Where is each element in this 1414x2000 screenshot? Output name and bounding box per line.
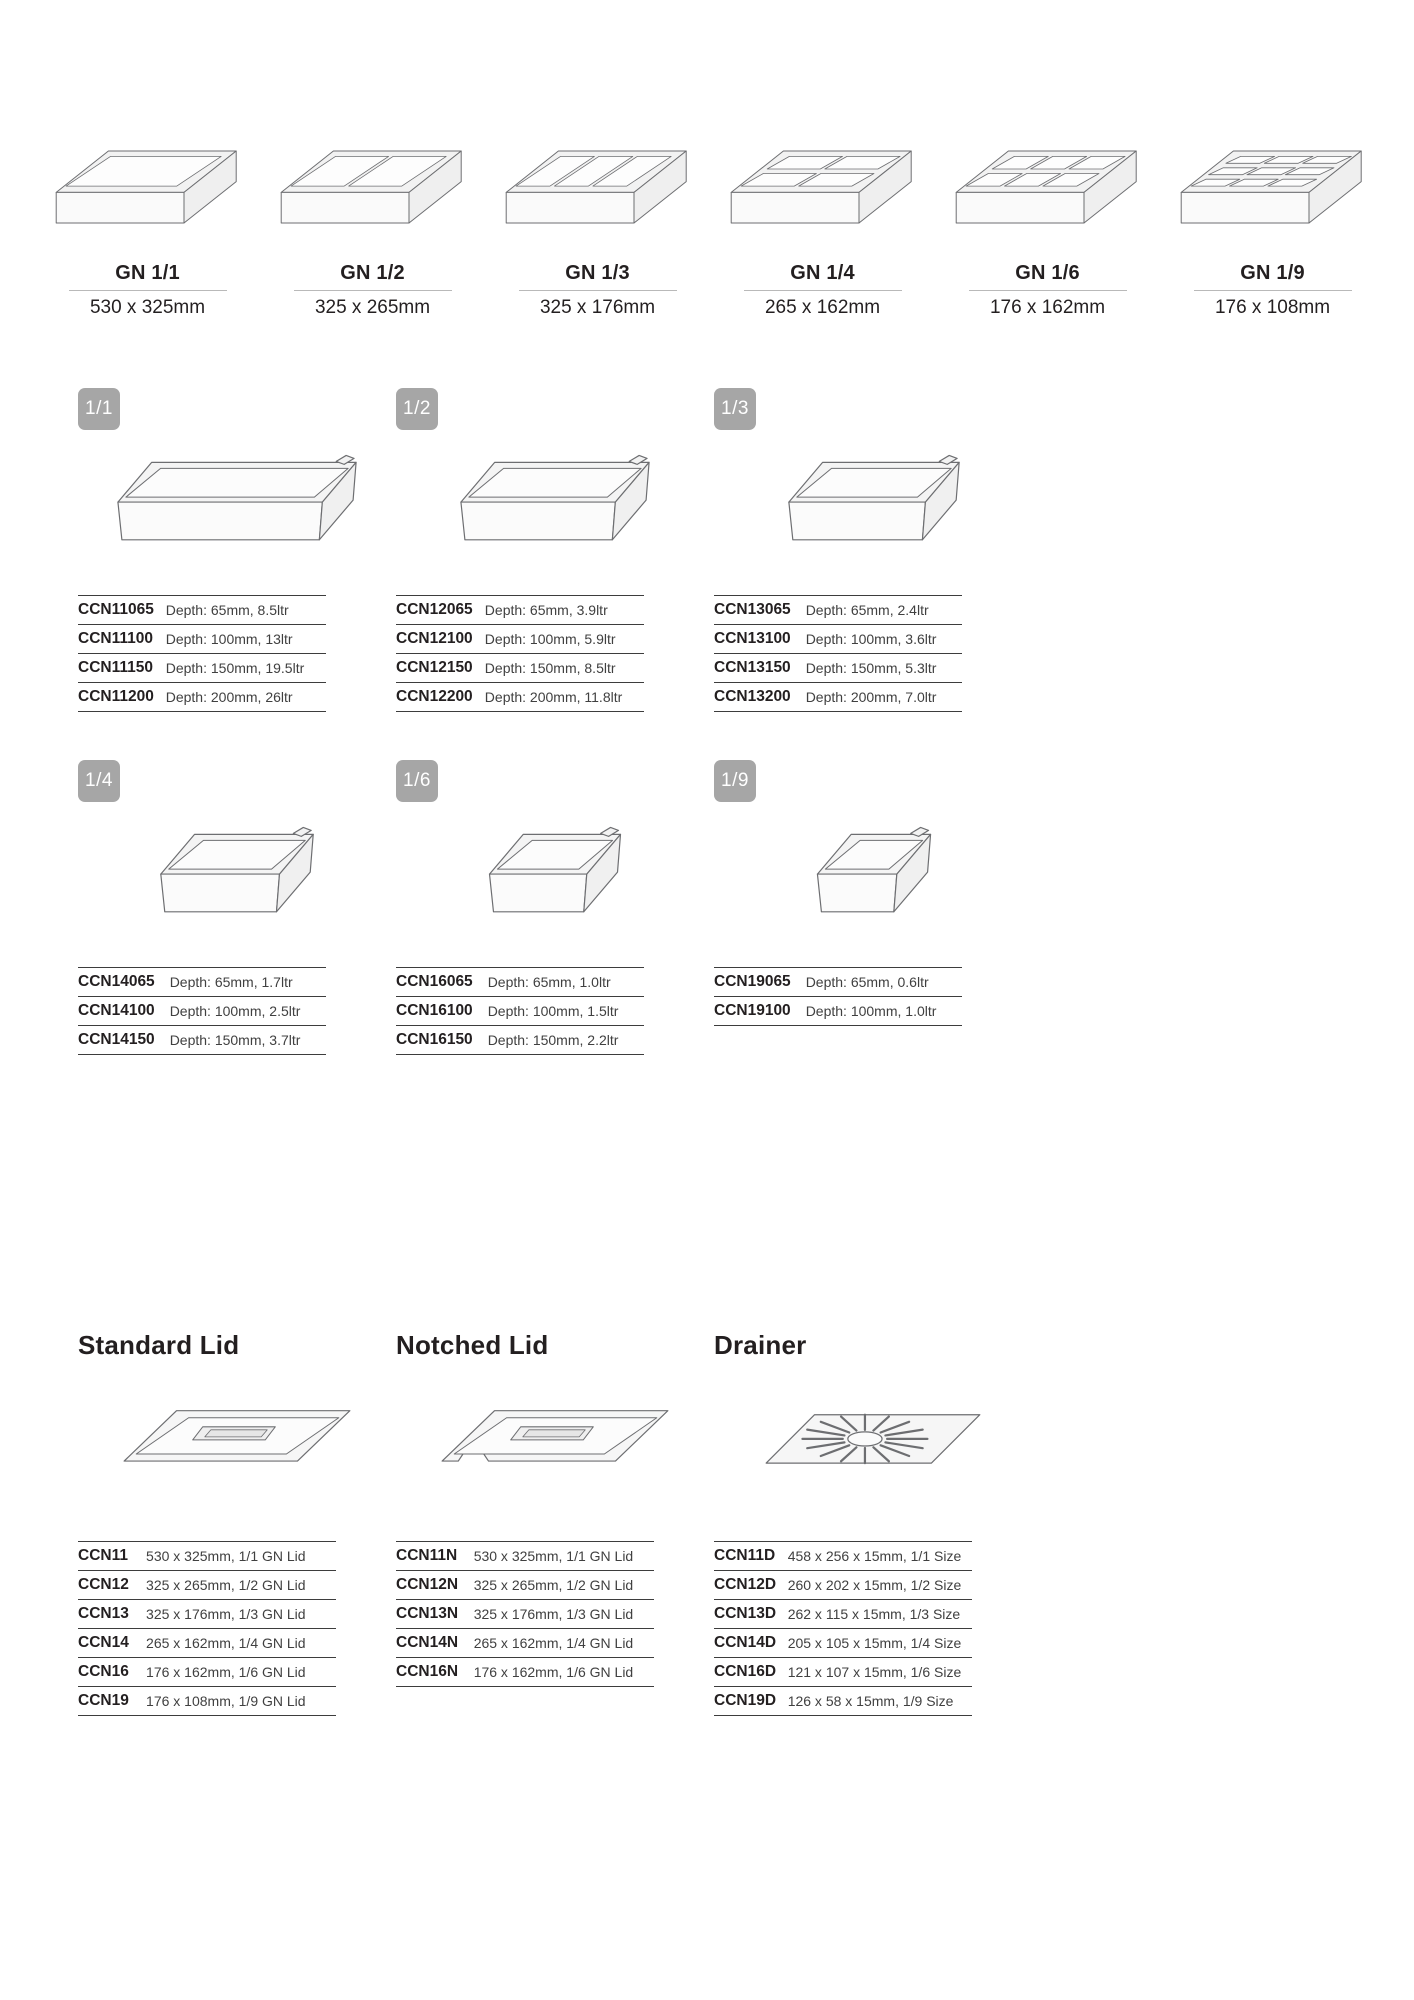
product-description: Depth: 150mm, 2.2ltr bbox=[487, 1032, 619, 1048]
table-row[interactable] bbox=[78, 683, 326, 712]
accessory-table-2 bbox=[714, 1541, 972, 1716]
table-row[interactable] bbox=[78, 1542, 336, 1571]
product-description: Depth: 200mm, 26ltr bbox=[165, 689, 293, 705]
product-code: CCN11065 bbox=[78, 601, 154, 618]
table-row[interactable] bbox=[78, 654, 326, 683]
accessory-heading: Drainer bbox=[714, 1330, 807, 1360]
table-row[interactable] bbox=[396, 1571, 654, 1600]
spec-table-1-9 bbox=[714, 967, 962, 1026]
table-row[interactable] bbox=[396, 1600, 654, 1629]
product-code: CCN12200 bbox=[396, 688, 473, 705]
product-code: CCN11200 bbox=[78, 688, 154, 705]
product-description: 325 x 265mm, 1/2 GN Lid bbox=[473, 1577, 634, 1593]
product-code: CCN12D bbox=[714, 1576, 777, 1593]
product-description: Depth: 100mm, 1.5ltr bbox=[487, 1003, 619, 1019]
product-description: 121 x 107 x 15mm, 1/6 Size bbox=[787, 1664, 962, 1680]
pan-section-row-2 bbox=[78, 760, 1348, 1055]
product-code: CCN16N bbox=[396, 1663, 459, 1680]
product-description: 325 x 176mm, 1/3 GN Lid bbox=[473, 1606, 634, 1622]
accessory-heading: Standard Lid bbox=[78, 1330, 240, 1360]
size-badge: 1/4 bbox=[78, 760, 120, 802]
table-row[interactable] bbox=[78, 1629, 336, 1658]
product-description: 205 x 105 x 15mm, 1/4 Size bbox=[787, 1635, 962, 1651]
gn-container-1-1-icon bbox=[78, 430, 396, 595]
gn-pan-1-2-icon bbox=[265, 130, 480, 250]
product-description: Depth: 65mm, 3.9ltr bbox=[484, 602, 608, 618]
product-description: 126 x 58 x 15mm, 1/9 Size bbox=[787, 1693, 954, 1709]
pan-section bbox=[78, 760, 396, 1055]
product-description: Depth: 200mm, 7.0ltr bbox=[805, 689, 937, 705]
table-row[interactable] bbox=[714, 968, 962, 997]
product-code: CCN14100 bbox=[78, 1002, 155, 1019]
table-row[interactable] bbox=[78, 968, 326, 997]
accessory-section bbox=[714, 1330, 1032, 1716]
notched-lid-icon bbox=[396, 1361, 714, 1541]
product-description: Depth: 65mm, 0.6ltr bbox=[805, 974, 929, 990]
product-code: CCN13150 bbox=[714, 659, 791, 676]
product-description: 176 x 108mm, 1/9 GN Lid bbox=[146, 1693, 306, 1709]
size-guide-name: GN 1/3 bbox=[565, 262, 630, 284]
pan-section bbox=[714, 760, 1034, 1055]
product-description: 262 x 115 x 15mm, 1/3 Size bbox=[787, 1606, 961, 1622]
product-description: 176 x 162mm, 1/6 GN Lid bbox=[146, 1664, 306, 1680]
table-row[interactable] bbox=[714, 596, 962, 625]
product-code: CCN16D bbox=[714, 1663, 777, 1680]
table-row[interactable] bbox=[78, 997, 326, 1026]
table-row[interactable] bbox=[396, 683, 644, 712]
size-badge: 1/9 bbox=[714, 760, 756, 802]
product-code: CCN11D bbox=[714, 1547, 776, 1564]
product-description: Depth: 100mm, 3.6ltr bbox=[805, 631, 937, 647]
size-badge: 1/2 bbox=[396, 388, 438, 430]
product-code: CCN19 bbox=[78, 1692, 129, 1709]
product-code: CCN16065 bbox=[396, 973, 473, 990]
size-guide-cell bbox=[1165, 130, 1380, 319]
product-code: CCN12N bbox=[396, 1576, 459, 1593]
product-description: Depth: 200mm, 11.8ltr bbox=[484, 689, 623, 705]
product-code: CCN14N bbox=[396, 1634, 459, 1651]
gn-pan-1-6-icon bbox=[940, 130, 1155, 250]
accessory-table-0 bbox=[78, 1541, 336, 1716]
pan-section bbox=[78, 388, 396, 712]
gn-container-1-2-icon bbox=[396, 430, 714, 595]
product-code: CCN13065 bbox=[714, 601, 791, 618]
table-row[interactable] bbox=[78, 596, 326, 625]
gn-pan-1-1-icon bbox=[40, 130, 255, 250]
product-description: Depth: 150mm, 8.5ltr bbox=[484, 660, 616, 676]
product-code: CCN13D bbox=[714, 1605, 777, 1622]
product-code: CCN16100 bbox=[396, 1002, 473, 1019]
size-badge: 1/3 bbox=[714, 388, 756, 430]
table-row[interactable] bbox=[714, 1571, 972, 1600]
table-row[interactable] bbox=[714, 1600, 972, 1629]
size-guide-cell bbox=[940, 130, 1155, 319]
product-code: CCN13N bbox=[396, 1605, 459, 1622]
product-description: 176 x 162mm, 1/6 GN Lid bbox=[473, 1664, 634, 1680]
table-row[interactable] bbox=[396, 1658, 654, 1687]
product-code: CCN14065 bbox=[78, 973, 155, 990]
product-description: Depth: 65mm, 1.0ltr bbox=[487, 974, 611, 990]
product-code: CCN19065 bbox=[714, 973, 791, 990]
table-row[interactable] bbox=[78, 1571, 336, 1600]
accessory-table-1 bbox=[396, 1541, 654, 1687]
product-code: CCN12065 bbox=[396, 601, 473, 618]
table-row[interactable] bbox=[396, 997, 644, 1026]
product-code: CCN16150 bbox=[396, 1031, 473, 1048]
size-guide-dimensions: 176 x 108mm bbox=[1194, 290, 1352, 319]
table-row[interactable] bbox=[78, 625, 326, 654]
size-guide-name: GN 1/2 bbox=[340, 262, 405, 284]
pan-section bbox=[396, 388, 714, 712]
accessory-row bbox=[78, 1330, 1348, 1716]
gn-container-1-6-icon bbox=[396, 802, 714, 967]
product-code: CCN11150 bbox=[78, 659, 153, 676]
size-guide-cell bbox=[490, 130, 705, 319]
product-description: Depth: 100mm, 1.0ltr bbox=[805, 1003, 937, 1019]
pan-section bbox=[396, 760, 714, 1055]
size-guide-name: GN 1/1 bbox=[115, 262, 180, 284]
size-guide-cell bbox=[715, 130, 930, 319]
product-description: 265 x 162mm, 1/4 GN Lid bbox=[473, 1635, 634, 1651]
size-guide-name: GN 1/6 bbox=[1015, 262, 1080, 284]
table-row[interactable] bbox=[396, 1629, 654, 1658]
gn-container-1-4-icon bbox=[78, 802, 396, 967]
table-row[interactable] bbox=[396, 1026, 644, 1055]
accessory-section bbox=[396, 1330, 714, 1716]
table-row[interactable] bbox=[78, 1658, 336, 1687]
table-row[interactable] bbox=[396, 654, 644, 683]
table-row[interactable] bbox=[714, 997, 962, 1026]
product-code: CCN19100 bbox=[714, 1002, 791, 1019]
gn-container-1-9-icon bbox=[714, 802, 1034, 967]
product-description: Depth: 100mm, 13ltr bbox=[165, 631, 293, 647]
product-code: CCN13100 bbox=[714, 630, 791, 647]
product-code: CCN13200 bbox=[714, 688, 791, 705]
size-guide-dimensions: 325 x 176mm bbox=[519, 290, 677, 319]
product-code: CCN14150 bbox=[78, 1031, 155, 1048]
product-code: CCN14 bbox=[78, 1634, 129, 1651]
size-guide-name: GN 1/9 bbox=[1240, 262, 1305, 284]
table-row[interactable] bbox=[714, 1658, 972, 1687]
product-code: CCN12100 bbox=[396, 630, 473, 647]
size-guide-cell bbox=[265, 130, 480, 319]
product-code: CCN12 bbox=[78, 1576, 129, 1593]
product-description: 325 x 265mm, 1/2 GN Lid bbox=[146, 1577, 306, 1593]
product-code: CCN19D bbox=[714, 1692, 777, 1709]
product-code: CCN11 bbox=[78, 1547, 128, 1564]
product-code: CCN11100 bbox=[78, 630, 153, 647]
spec-table-1-3 bbox=[714, 595, 962, 712]
size-guide-dimensions: 265 x 162mm bbox=[744, 290, 902, 319]
table-row[interactable] bbox=[714, 1687, 972, 1716]
product-description: Depth: 150mm, 3.7ltr bbox=[169, 1032, 301, 1048]
gn-pan-1-4-icon bbox=[715, 130, 930, 250]
size-guide-name: GN 1/4 bbox=[790, 262, 855, 284]
product-code: CCN11N bbox=[396, 1547, 458, 1564]
product-description: Depth: 150mm, 19.5ltr bbox=[165, 660, 305, 676]
product-code: CCN13 bbox=[78, 1605, 129, 1622]
table-row[interactable] bbox=[396, 596, 644, 625]
table-row[interactable] bbox=[714, 625, 962, 654]
table-row[interactable] bbox=[714, 683, 962, 712]
product-description: Depth: 100mm, 5.9ltr bbox=[484, 631, 616, 647]
spec-table-1-4 bbox=[78, 967, 326, 1055]
size-badge: 1/6 bbox=[396, 760, 438, 802]
drainer-icon bbox=[714, 1361, 1032, 1541]
table-row[interactable] bbox=[396, 1542, 654, 1571]
gn-pan-1-9-icon bbox=[1165, 130, 1380, 250]
standard-lid-icon bbox=[78, 1361, 396, 1541]
product-description: 530 x 325mm, 1/1 GN Lid bbox=[146, 1548, 306, 1564]
product-description: Depth: 65mm, 2.4ltr bbox=[805, 602, 929, 618]
product-description: 265 x 162mm, 1/4 GN Lid bbox=[146, 1635, 306, 1651]
product-description: Depth: 100mm, 2.5ltr bbox=[169, 1003, 301, 1019]
size-badge: 1/1 bbox=[78, 388, 120, 430]
size-guide-dimensions: 325 x 265mm bbox=[294, 290, 452, 319]
table-row[interactable] bbox=[78, 1600, 336, 1629]
size-guide-dimensions: 530 x 325mm bbox=[69, 290, 227, 319]
table-row[interactable] bbox=[78, 1687, 336, 1716]
pan-section bbox=[714, 388, 1034, 712]
table-row[interactable] bbox=[396, 625, 644, 654]
gn-size-guide bbox=[40, 130, 1380, 319]
gn-pan-1-3-icon bbox=[490, 130, 705, 250]
table-row[interactable] bbox=[714, 654, 962, 683]
product-code: CCN14D bbox=[714, 1634, 777, 1651]
product-description: 325 x 176mm, 1/3 GN Lid bbox=[146, 1606, 306, 1622]
table-row[interactable] bbox=[78, 1026, 326, 1055]
product-description: 458 x 256 x 15mm, 1/1 Size bbox=[787, 1548, 962, 1564]
accessory-section bbox=[78, 1330, 396, 1716]
pan-section-row-1 bbox=[78, 388, 1348, 712]
spec-table-1-6 bbox=[396, 967, 644, 1055]
product-description: Depth: 65mm, 1.7ltr bbox=[169, 974, 293, 990]
spec-table-1-1 bbox=[78, 595, 326, 712]
product-description: Depth: 65mm, 8.5ltr bbox=[165, 602, 289, 618]
table-row[interactable] bbox=[396, 968, 644, 997]
accessory-heading: Notched Lid bbox=[396, 1330, 549, 1360]
product-code: CCN12150 bbox=[396, 659, 473, 676]
spec-table-1-2 bbox=[396, 595, 644, 712]
product-code: CCN16 bbox=[78, 1663, 129, 1680]
product-description: Depth: 150mm, 5.3ltr bbox=[805, 660, 937, 676]
gn-container-1-3-icon bbox=[714, 430, 1034, 595]
size-guide-dimensions: 176 x 162mm bbox=[969, 290, 1127, 319]
table-row[interactable] bbox=[714, 1542, 972, 1571]
size-guide-cell bbox=[40, 130, 255, 319]
product-description: 260 x 202 x 15mm, 1/2 Size bbox=[787, 1577, 962, 1593]
table-row[interactable] bbox=[714, 1629, 972, 1658]
product-description: 530 x 325mm, 1/1 GN Lid bbox=[473, 1548, 634, 1564]
